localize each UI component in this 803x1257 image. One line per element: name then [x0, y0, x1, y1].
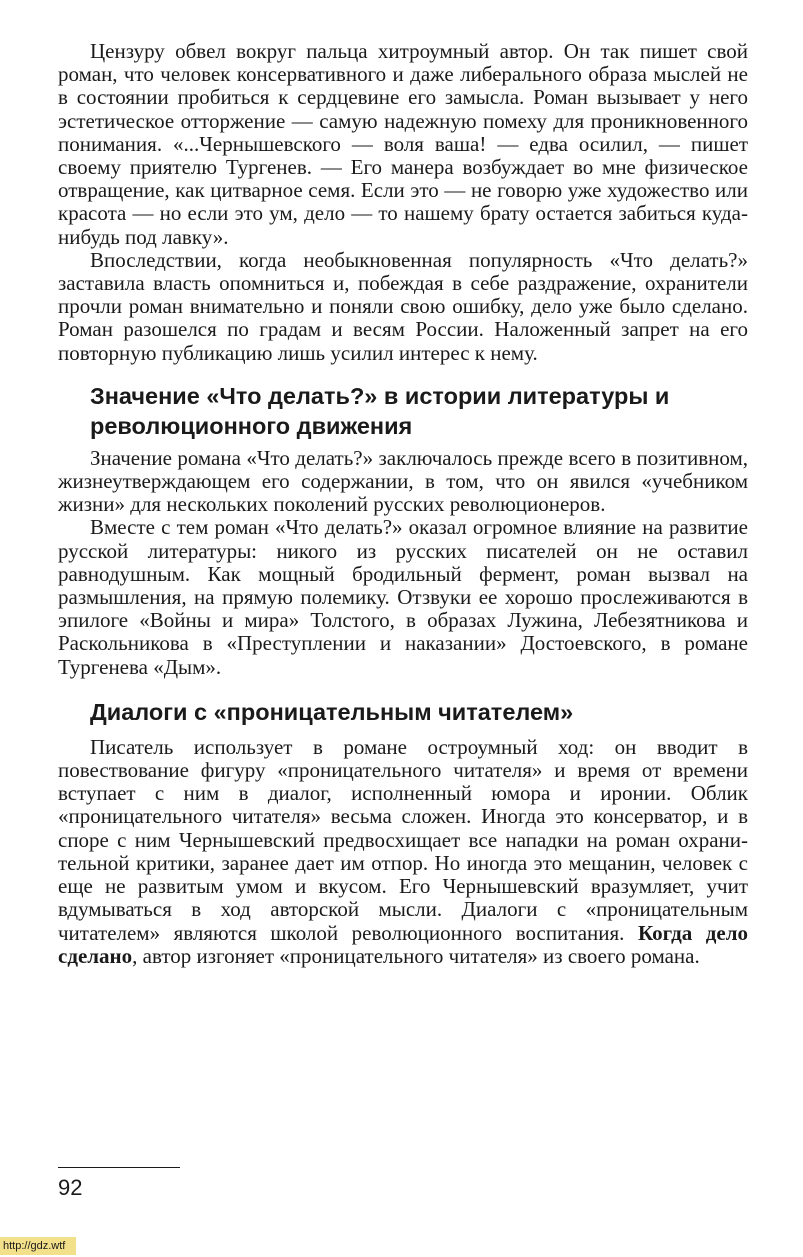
- paragraph-censorship: Цензуру обвел вокруг пальца хитроумный автор. Он так пишет свой роман, что человек консервативного и даже либерального образа мыслей не в состоянии пробиться к сердцевине его замысла. Роман вызывает у него эстетическое отторжение — самую надежную помеху для проникновенного понимания. «...Чернышевского — воля ваша! — едва осилил, — пишет своему приятелю Тургенев. — Его манера возбуждает во мне физическое отвращение, как цитварное семя. Если это — не говорю уже художество или красота — но если это ум, дело — то нашему брату остается забиться куда-нибудь под лавку».: [58, 39, 748, 249]
- page-number: 92: [58, 1175, 83, 1200]
- paragraph-significance: Значение романа «Что делать?» заключалось прежде всего в позитивном, жизнеутверждающем его содержании, в том, что он явился «учебником жизни» для нескольких поколений русских революционеров.: [58, 445, 748, 517]
- paragraph-influence: Вместе с тем роман «Что делать?» оказал огромное влияние на развитие русской литературы: никого из русских писателей он не оставил равнодушным. Как мощный бродильный фермент, роман вызвал на размышления, на прямую полемику. Отзвуки ее хорошо прослеживаются в эпилоге «Войны и мира» Толстого, в образах Лужина, Лебезятникова и Раскольникова в «Преступлении и наказании» Достоевского, в романе Тургенева «Дым».: [58, 515, 748, 679]
- paragraph-dialogues-text: Писатель использует в романе остроумный ход: он вводит в повествование фигуру «проницательного читателя» и время от времени вступает с ним в диалог, исполненный юмора и иронии. Облик «проницательного читателя» весьма сложен. Иногда это консерватор, и в споре с ним Чернышевский предвосхищает все нападки на роман охранительной критики, заранее дает им отпор. Но иногда это мещанин, человек с еще не развитым умом и вкусом. Его Чернышевский вразумляет, учит вдумываться в ход авторской мысли. Диалоги с «проницательным читателем» являются школой революционного воспитания.: [58, 734, 748, 945]
- heading-dialogues: Диалоги с «проницательным читателем»: [90, 698, 574, 725]
- paragraph-dialogues: [58, 736, 748, 968]
- paragraph-dialogues-bold: Когда дело сделано: [58, 920, 748, 968]
- footnote-rule: [58, 1167, 180, 1168]
- paragraph-popularity: Впоследствии, когда необыкновенная популярность «Что делать?» заставила власть опомниться и, побеждая в себе раздражение, охранители прочли роман внимательно и поняли свою ошибку, дело уже было сделано. Роман разошелся по градам и весям России. Наложенный запрет на его повторную публикацию лишь усилил интерес к нему.: [58, 247, 748, 365]
- watermark-link[interactable]: http://gdz.wtf: [0, 1237, 76, 1255]
- paragraph-dialogues-end: , автор изгоняет «проницательного читателя» из своего романа.: [132, 943, 700, 968]
- heading-significance: Значение «Что делать?» в истории литературы и революционного движения: [90, 382, 670, 439]
- page-body: [58, 40, 748, 968]
